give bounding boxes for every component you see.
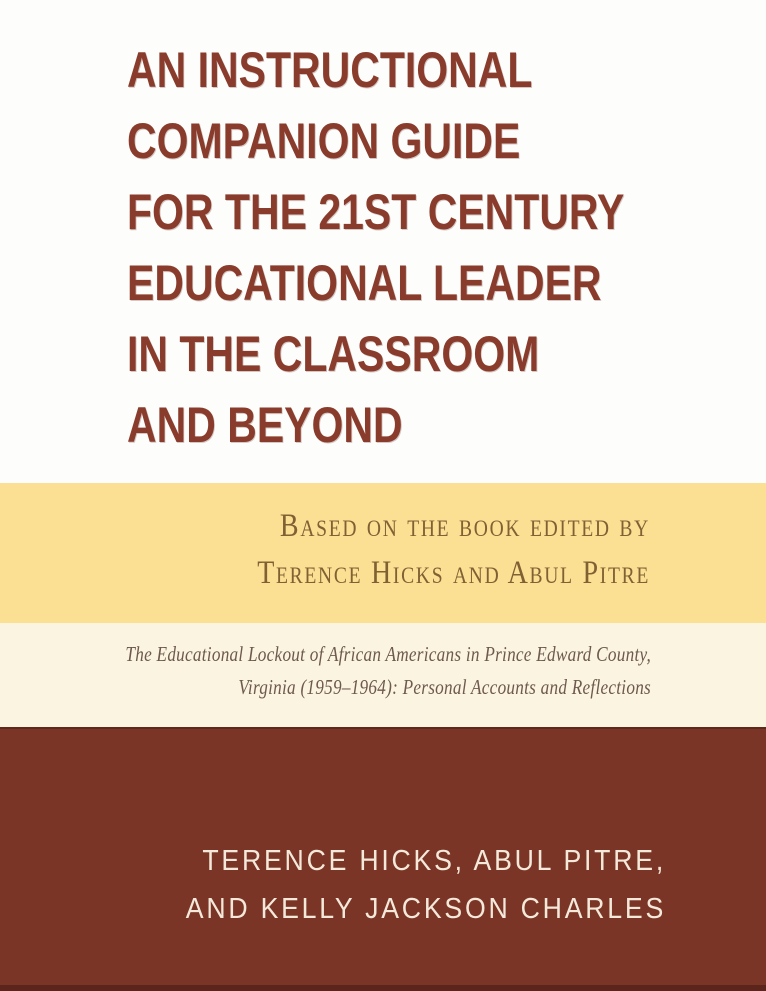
title-line: AN INSTRUCTIONAL	[127, 42, 533, 98]
subtitle-line: The Educational Lockout of African Americans in Prince Edward County,	[125, 642, 651, 666]
title-section	[0, 0, 766, 483]
title-line: AND BEYOND	[127, 397, 403, 453]
editors-names-line: Terence Hicks and Abul Pitre	[257, 555, 650, 591]
author-names-line: TERENCE HICKS, ABUL PITRE,	[202, 845, 666, 877]
title-line: IN THE CLASSROOM	[127, 326, 540, 382]
subtitle-band	[0, 623, 766, 727]
cover-bottom-edge	[0, 985, 766, 991]
authors-band	[0, 727, 766, 991]
subtitle-line: Virginia (1959–1964): Personal Accounts and Reflections	[238, 675, 651, 699]
title-line: FOR THE 21ST CENTURY	[127, 184, 625, 240]
title-line: EDUCATIONAL LEADER	[127, 255, 602, 311]
based-on-band	[0, 483, 766, 623]
based-on-line: Based on the book edited by	[279, 508, 650, 544]
book-title	[127, 35, 766, 461]
title-line: COMPANION GUIDE	[127, 113, 521, 169]
author-names-line: AND KELLY JACKSON CHARLES	[185, 893, 666, 925]
